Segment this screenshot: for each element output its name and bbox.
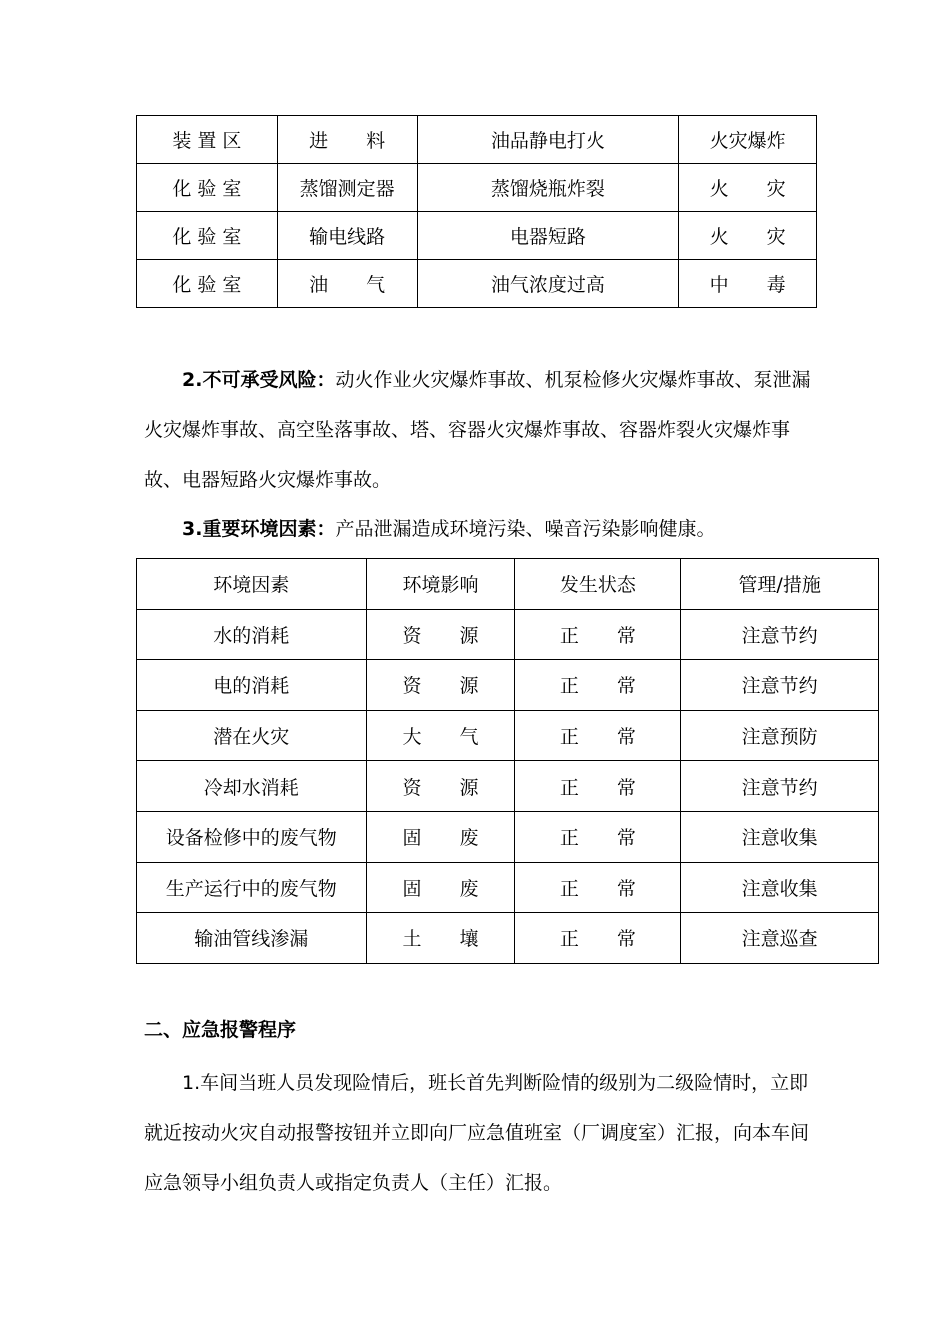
table-cell: 油气浓度过高 [417, 260, 679, 308]
table-header-row [137, 559, 879, 610]
table-cell: 注意收集 [681, 811, 879, 862]
table-cell: 火 灾 [679, 212, 817, 260]
table-row [137, 710, 879, 761]
table-cell: 中 毒 [679, 260, 817, 308]
table-cell: 化 验 室 [137, 212, 278, 260]
table-cell: 水的消耗 [137, 609, 367, 660]
table-cell: 进 料 [277, 116, 417, 164]
table-cell: 输油管线渗漏 [137, 913, 367, 964]
column-header: 环境因素 [137, 559, 367, 610]
table-cell: 注意节约 [681, 761, 879, 812]
table-cell: 资 源 [366, 660, 515, 711]
table-cell: 资 源 [366, 609, 515, 660]
table-cell: 设备检修中的废气物 [137, 811, 367, 862]
table-cell: 固 废 [366, 811, 515, 862]
table-cell: 土 壤 [366, 913, 515, 964]
table-cell: 输电线路 [277, 212, 417, 260]
table-cell: 注意节约 [681, 660, 879, 711]
table-cell: 火 灾 [679, 164, 817, 212]
table-cell: 注意巡查 [681, 913, 879, 964]
paragraph-label: 2.不可承受风险： [182, 369, 336, 391]
table-cell: 正 常 [515, 811, 681, 862]
table-cell: 潜在火灾 [137, 710, 367, 761]
table-cell: 资 源 [366, 761, 515, 812]
table-cell: 正 常 [515, 710, 681, 761]
table-cell: 火灾爆炸 [679, 116, 817, 164]
table-cell: 注意节约 [681, 609, 879, 660]
table-cell: 电的消耗 [137, 660, 367, 711]
column-header: 发生状态 [515, 559, 681, 610]
table-cell: 冷却水消耗 [137, 761, 367, 812]
table-cell: 正 常 [515, 913, 681, 964]
table-cell: 油品静电打火 [417, 116, 679, 164]
table-row [137, 609, 879, 660]
table-row [137, 260, 817, 308]
environment-factor-paragraph [144, 504, 824, 554]
table-row [137, 862, 879, 913]
column-header: 管理/措施 [681, 559, 879, 610]
table-cell: 蒸馏烧瓶炸裂 [417, 164, 679, 212]
table-row [137, 761, 879, 812]
table-cell: 蒸馏测定器 [277, 164, 417, 212]
table-cell: 生产运行中的废气物 [137, 862, 367, 913]
environment-table [136, 558, 879, 964]
unacceptable-risk-paragraph [144, 355, 824, 505]
table-cell: 正 常 [515, 609, 681, 660]
emergency-paragraph: 1.车间当班人员发现险情后，班长首先判断险情的级别为二级险情时，立即就近按动火灾自动报警按钮并立即向厂应急值班室（厂调度室）汇报，向本车间应急领导小组负责人或指定负责人（主任）汇报。 [144, 1072, 810, 1194]
paragraph-text: 动火作业火灾爆炸事故、机泵检修火灾爆炸事故、泵泄漏火灾爆炸事故、高空坠落事故、塔、容器火灾爆炸事故、容器炸裂火灾爆炸事故、电器短路火灾爆炸事故。 [144, 369, 811, 491]
table-cell: 正 常 [515, 862, 681, 913]
table-cell: 固 废 [366, 862, 515, 913]
table-row [137, 212, 817, 260]
risk-table [136, 115, 817, 308]
paragraph-text: 产品泄漏造成环境污染、噪音污染影响健康。 [335, 518, 716, 540]
table-cell: 正 常 [515, 761, 681, 812]
table-cell: 大 气 [366, 710, 515, 761]
table-row [137, 164, 817, 212]
table-cell: 正 常 [515, 660, 681, 711]
table-cell: 油 气 [277, 260, 417, 308]
table-cell: 化 验 室 [137, 260, 278, 308]
table-row [137, 811, 879, 862]
table-cell: 注意预防 [681, 710, 879, 761]
table-row [137, 116, 817, 164]
paragraph-label: 3.重要环境因素： [182, 518, 336, 540]
table-row [137, 913, 879, 964]
table-cell: 装 置 区 [137, 116, 278, 164]
table-cell: 注意收集 [681, 862, 879, 913]
section-heading: 二、应急报警程序 [144, 1019, 297, 1041]
table-row [137, 660, 879, 711]
table-cell: 化 验 室 [137, 164, 278, 212]
table-cell: 电器短路 [417, 212, 679, 260]
column-header: 环境影响 [366, 559, 515, 610]
